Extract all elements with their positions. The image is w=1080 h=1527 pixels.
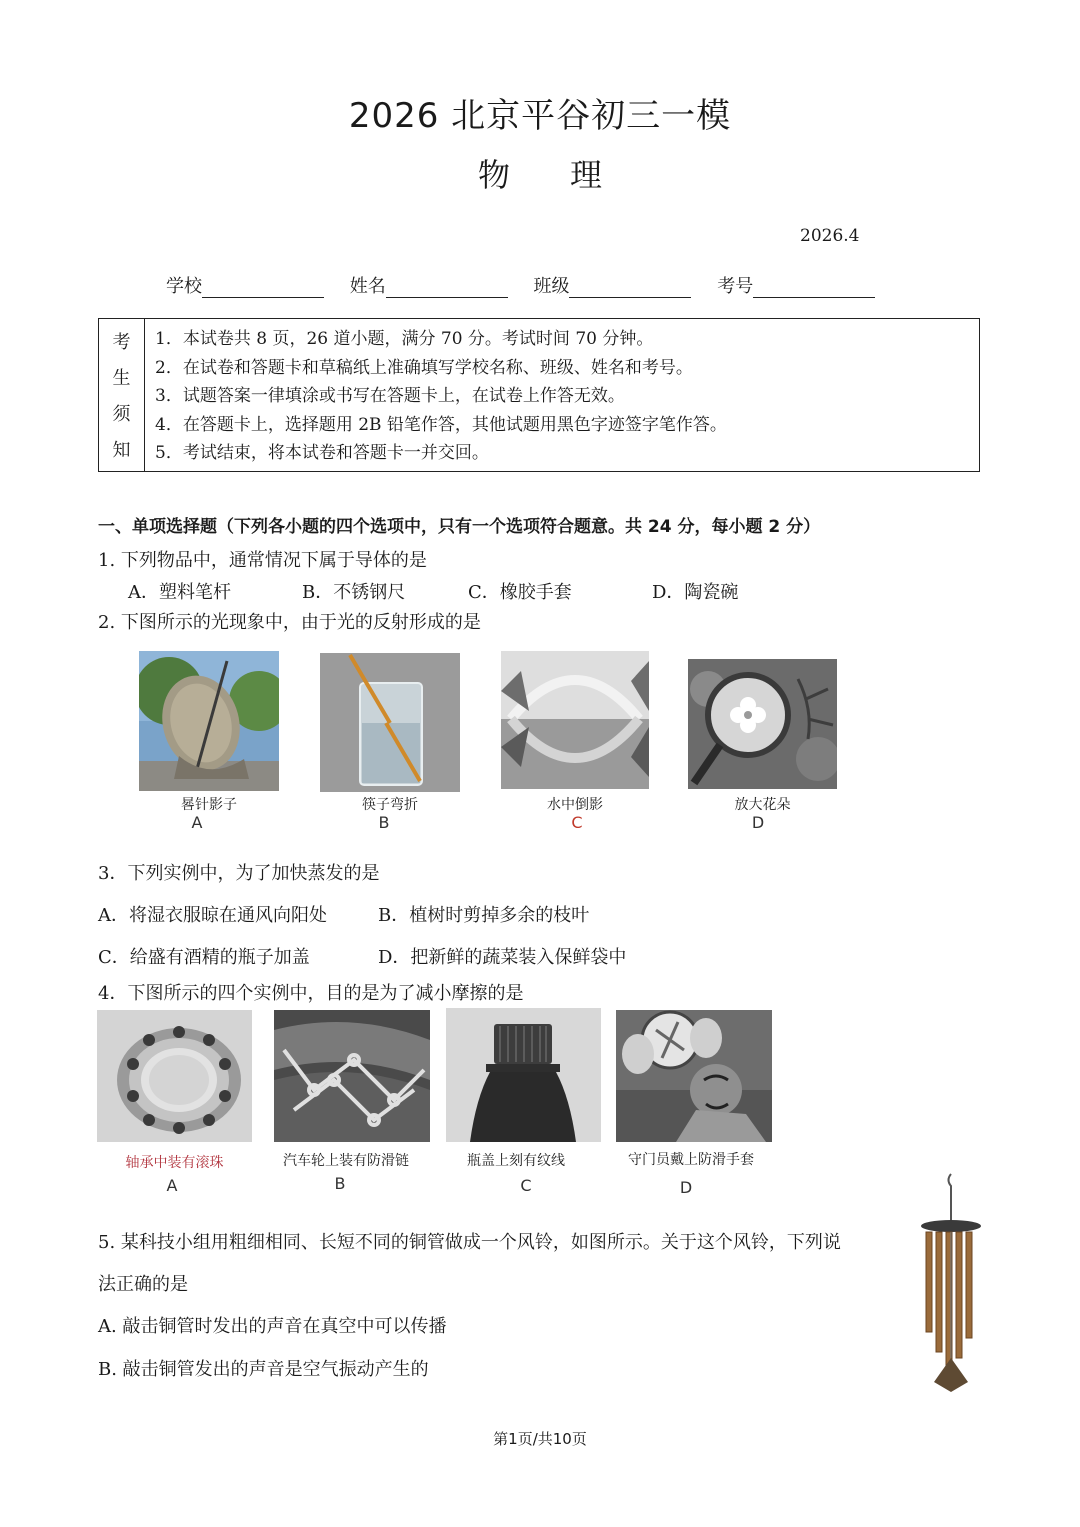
notice-item: 5．考试结束，将本试卷和答题卡一并交回。	[155, 443, 489, 463]
q4-letter-a: A	[166, 1176, 178, 1195]
q4-caption-c: 瓶盖上刻有纹线	[467, 1153, 565, 1169]
page-title: 2026 北京平谷初三一模	[348, 96, 732, 136]
bridge-reflection-image	[501, 651, 649, 789]
subject-char-2: 理	[570, 156, 603, 194]
notice-item: 4．在答题卡上，选择题用 2B 铅笔作答，其他试题用黑色字迹签字笔作答。	[155, 414, 727, 435]
q4-stem: 4．下图所示的四个实例中，目的是为了减小摩擦的是	[98, 983, 524, 1004]
q2-caption-c: 水中倒影	[547, 797, 603, 813]
notice-item: 3．试题答案一律填涂或书写在答题卡上，在试卷上作答无效。	[155, 386, 625, 406]
chopstick-glass-image	[320, 653, 460, 792]
q1-option-c: C．橡胶手套	[468, 582, 572, 603]
q5-stem-line1: 5. 某科技小组用粗细相同、长短不同的铜管做成一个风铃，如图所示。关于这个风铃，下列说	[98, 1232, 841, 1253]
q4-caption-d: 守门员戴上防滑手套	[628, 1152, 754, 1168]
exam-notice-box	[98, 318, 980, 472]
q2-letter-c: C	[571, 813, 583, 832]
q3-option-a: A．将湿衣服晾在通风向阳处	[98, 905, 327, 926]
q2-caption-d: 放大花朵	[734, 797, 791, 813]
q2-stem: 2. 下图所示的光现象中，由于光的反射形成的是	[98, 612, 481, 633]
field-school[interactable]: 学校	[166, 272, 324, 298]
q1-option-b: B．不锈钢尺	[302, 582, 406, 603]
q1-option-d: D．陶瓷碗	[652, 582, 739, 603]
student-info-fields	[166, 272, 895, 298]
q2-letter-b: B	[378, 813, 390, 832]
q4-letter-d: D	[679, 1178, 693, 1197]
q5-stem-line2: 法正确的是	[98, 1274, 188, 1295]
section-heading: 一、单项选择题（下列各小题的四个选项中，只有一个选项符合题意。共 24 分，每小题 2 分）	[98, 517, 821, 537]
q2-caption-a: 晷针影子	[181, 797, 237, 813]
q4-letter-c: C	[520, 1176, 532, 1195]
q4-caption-a: 轴承中装有滚珠	[125, 1155, 224, 1171]
q5-option-b: B. 敲击铜管发出的声音是空气振动产生的	[98, 1359, 429, 1380]
q3-option-b: B．植树时剪掉多余的枝叶	[378, 905, 590, 926]
q3-option-d: D．把新鲜的蔬菜装入保鲜袋中	[378, 947, 627, 968]
bearing-image	[97, 1010, 252, 1142]
bottle-cap-image	[446, 1008, 601, 1142]
q2-letter-a: A	[191, 813, 203, 832]
q2-caption-b: 筷子弯折	[362, 797, 418, 813]
q1-option-a: A．塑料笔杆	[128, 582, 231, 603]
q5-option-a: A. 敲击铜管时发出的声音在真空中可以传播	[98, 1316, 447, 1337]
wind-chime-image	[918, 1172, 984, 1394]
notice-item: 2．在试卷和答题卡和草稿纸上准确填写学校名称、班级、姓名和考号。	[155, 357, 693, 378]
field-exam-number[interactable]: 考号	[717, 272, 875, 298]
magnifier-flower-image	[688, 659, 837, 789]
exam-date: 2026.4	[800, 226, 860, 246]
q4-caption-b: 汽车轮上装有防滑链	[283, 1153, 409, 1169]
field-name[interactable]: 姓名	[350, 272, 508, 298]
goalkeeper-image	[616, 1010, 772, 1142]
q2-letter-d: D	[751, 813, 765, 832]
sundial-image	[139, 651, 279, 791]
q4-letter-b: B	[334, 1174, 346, 1193]
field-class[interactable]: 班级	[533, 272, 691, 298]
q3-stem: 3．下列实例中，为了加快蒸发的是	[98, 863, 380, 884]
notice-heading: 考 生 须 知	[99, 319, 145, 471]
q3-option-c: C．给盛有酒精的瓶子加盖	[98, 947, 310, 968]
snow-chain-image	[274, 1010, 430, 1142]
notice-item: 1．本试卷共 8 页，26 道小题，满分 70 分。考试时间 70 分钟。	[155, 329, 654, 349]
notice-list	[155, 325, 727, 468]
subject-title	[0, 150, 1080, 196]
subject-char-1: 物	[477, 156, 510, 194]
page-footer: 第1页/共10页	[493, 1430, 587, 1448]
q1-stem: 1. 下列物品中，通常情况下属于导体的是	[98, 550, 427, 571]
